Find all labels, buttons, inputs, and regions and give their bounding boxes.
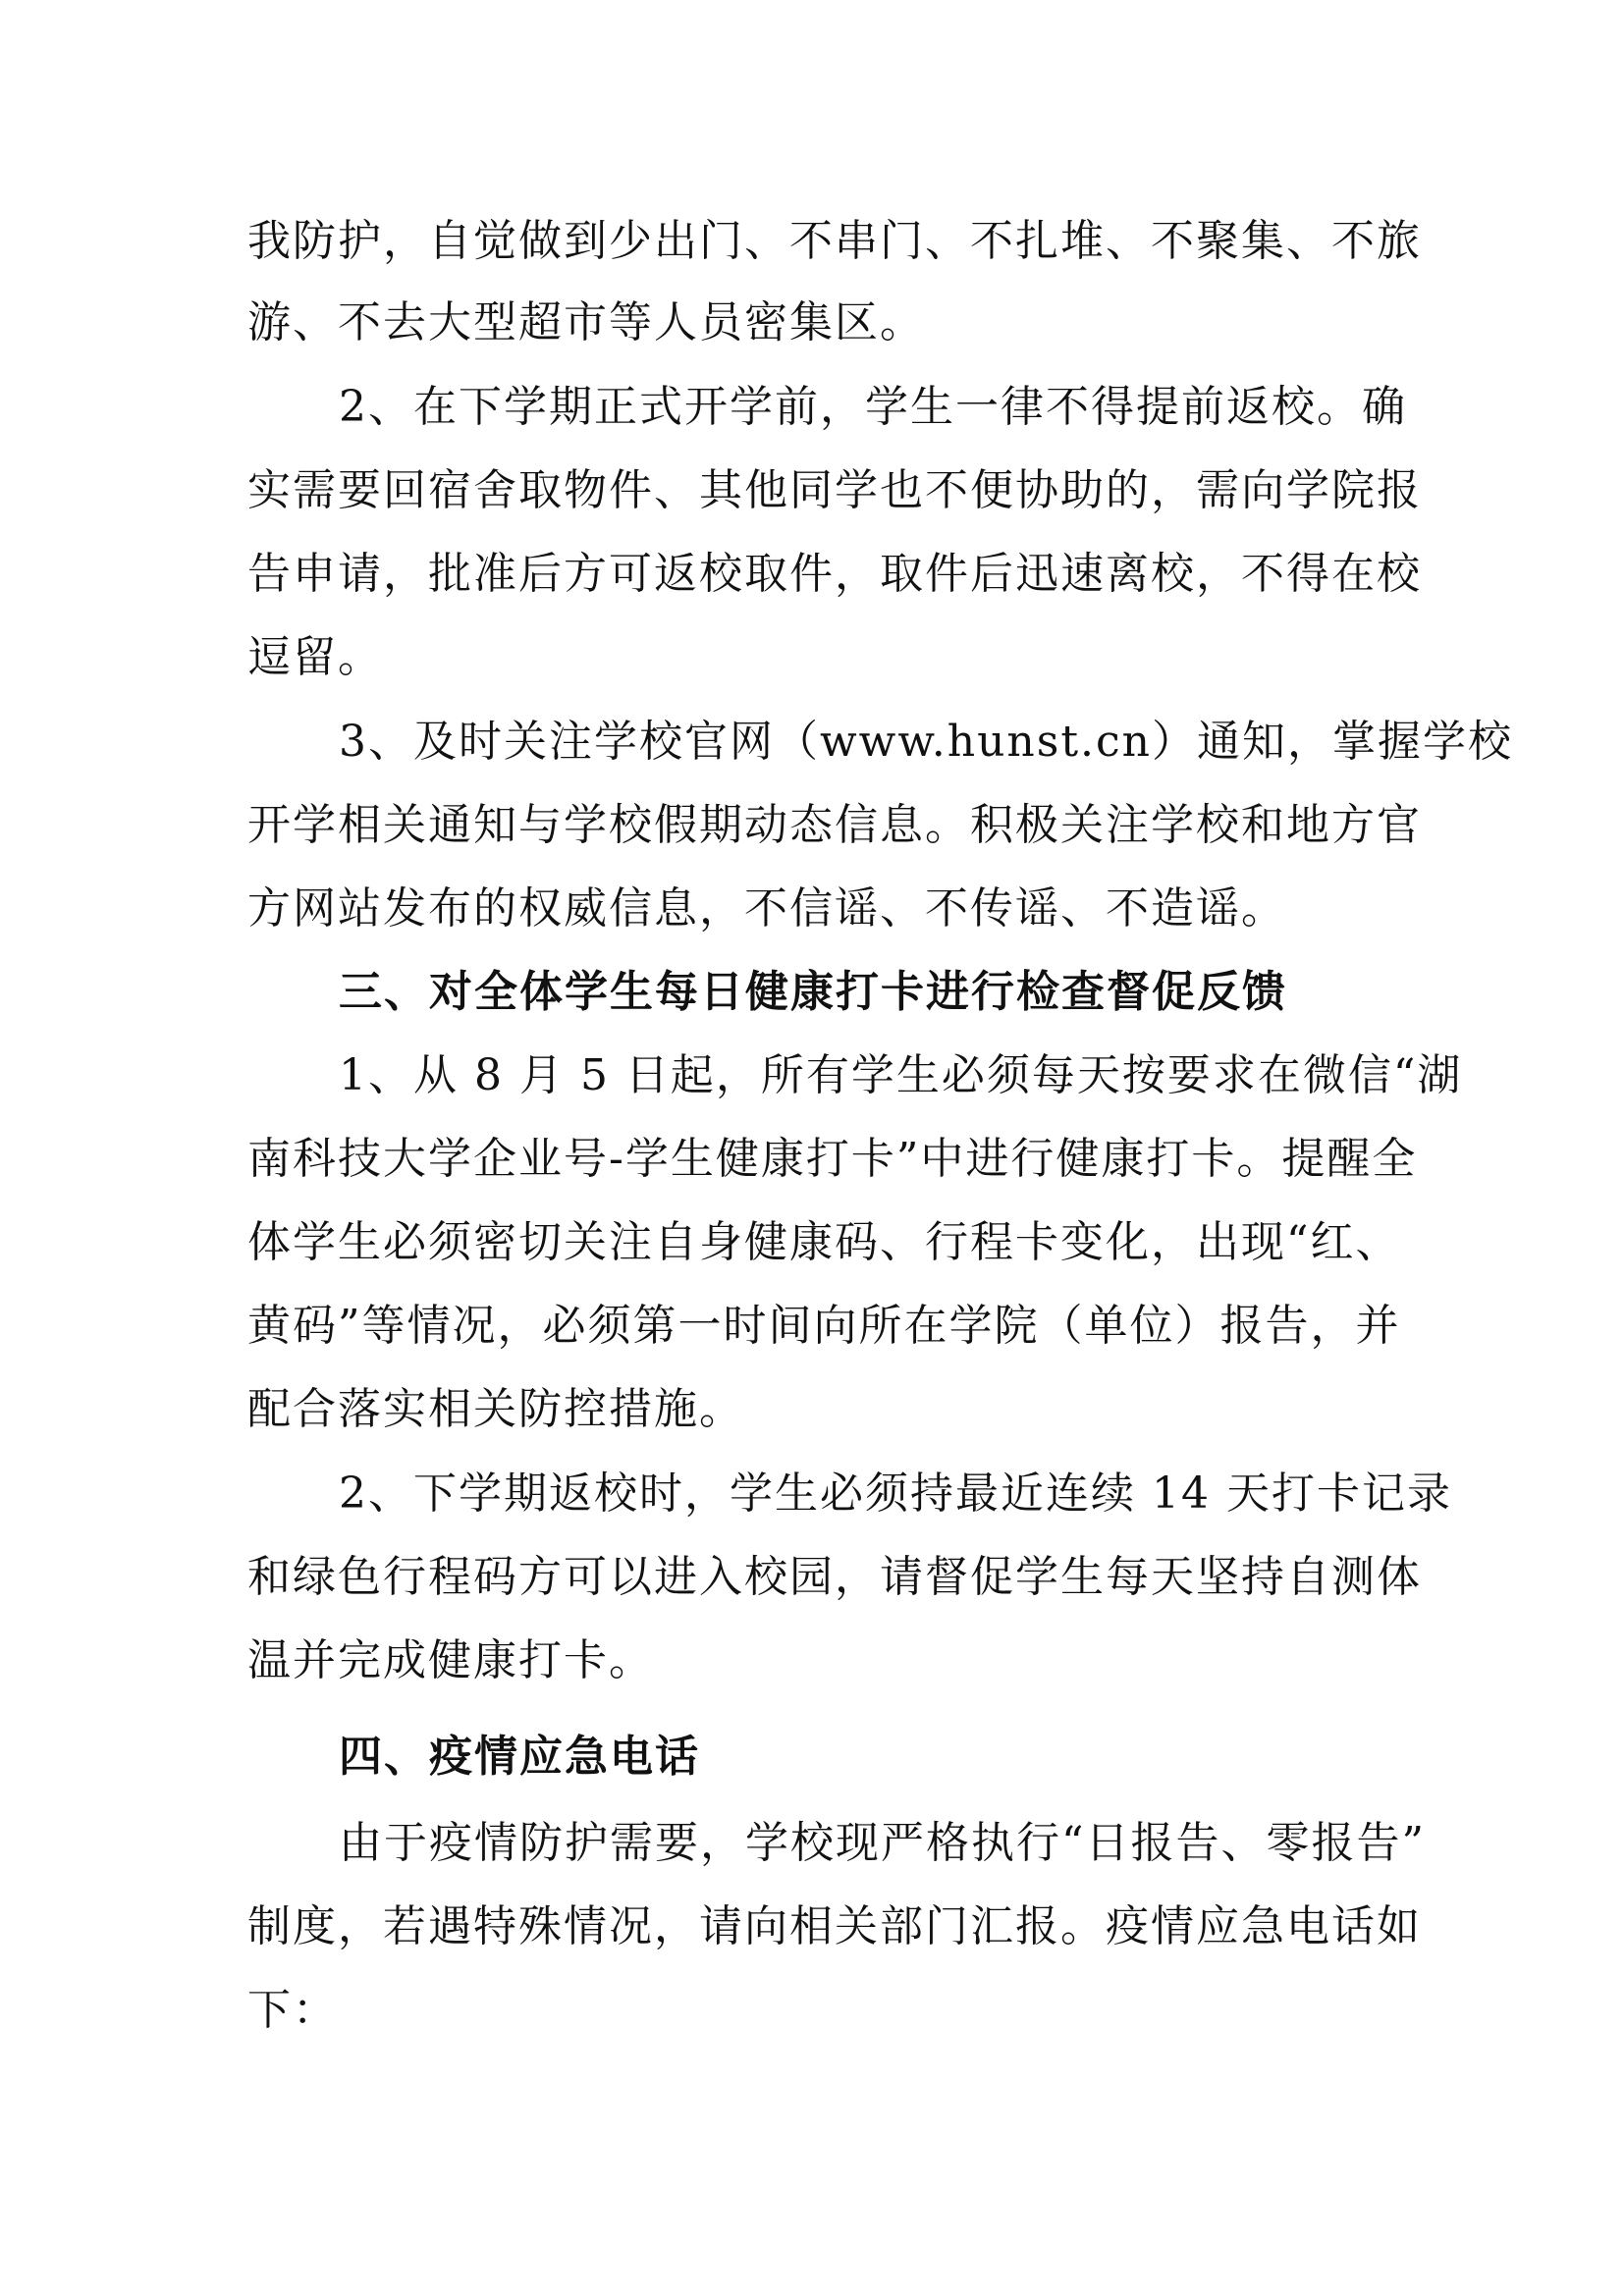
paragraph-line: 开学相关通知与学校假期动态信息。积极关注学校和地方官	[247, 800, 1422, 850]
paragraph-line: 和绿色行程码方可以进入校园，请督促学生每天坚持自测体	[247, 1552, 1422, 1602]
paragraph-line: 我防护，自觉做到少出门、不串门、不扎堆、不聚集、不旅	[247, 216, 1422, 266]
paragraph-line: 3、及时关注学校官网（www.hunst.cn）通知，掌握学校	[339, 717, 1513, 767]
paragraph-line: 黄码”等情况，必须第一时间向所在学院（单位）报告，并	[247, 1301, 1401, 1351]
paragraph-line: 体学生必须密切关注自身健康码、行程卡变化，出现“红、	[247, 1217, 1401, 1267]
paragraph-line: 下：	[247, 1985, 338, 2035]
paragraph-line: 2、下学期返校时，学生必须持最近连续 14 天打卡记录	[339, 1468, 1452, 1519]
paragraph-line: 南科技大学企业号-学生健康打卡”中进行健康打卡。提醒全	[247, 1134, 1418, 1184]
paragraph-line: 配合落实相关防控措施。	[247, 1384, 744, 1434]
paragraph-line: 制度，若遇特殊情况，请向相关部门汇报。疫情应急电话如	[247, 1901, 1422, 1951]
paragraph-line: 逗留。	[247, 632, 383, 682]
paragraph-line: 告申请，批准后方可返校取件，取件后迅速离校，不得在校	[247, 549, 1422, 599]
paragraph-line: 由于疫情防护需要，学校现严格执行“日报告、零报告”	[339, 1818, 1426, 1868]
paragraph-line: 游、不去大型超市等人员密集区。	[247, 297, 925, 347]
paragraph-line: 1、从 8 月 5 日起，所有学生必须每天按要求在微信“湖	[339, 1050, 1463, 1100]
section-heading: 三、对全体学生每日健康打卡进行检查督促反馈	[339, 967, 1287, 1017]
paragraph-line: 实需要回宿舍取物件、其他同学也不便协助的，需向学院报	[247, 465, 1422, 515]
paragraph-line: 温并完成健康打卡。	[247, 1635, 654, 1685]
section-heading: 四、疫情应急电话	[339, 1732, 700, 1782]
paragraph-line: 2、在下学期正式开学前，学生一律不得提前返校。确	[339, 382, 1407, 432]
paragraph-line: 方网站发布的权威信息，不信谣、不传谣、不造谣。	[247, 883, 1286, 934]
